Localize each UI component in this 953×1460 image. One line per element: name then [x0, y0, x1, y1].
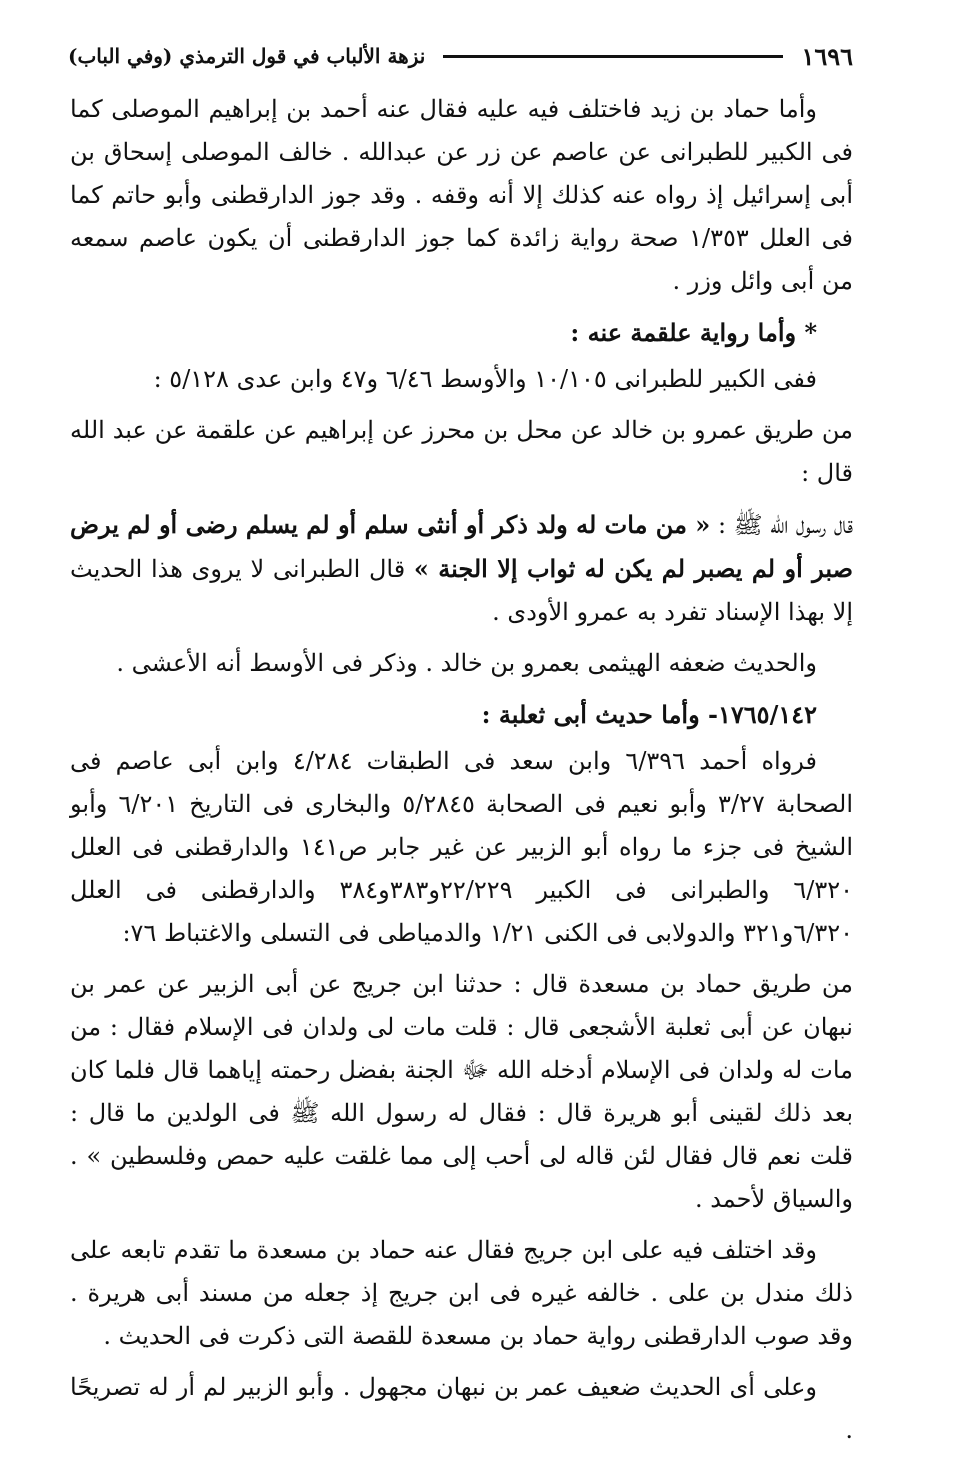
paragraph-takhrij-abi-thalaba: فرواه أحمد ٦/٣٩٦ وابن سعد فى الطبقات ٤/٢٨٤ وابن أبى عاصم فى الصحابة ٣/٢٧ وأبو نعيم فى الصحابة ٥/٢٨٤٥ والبخارى فى التاريخ ٦/٢٠١ وأبو الشيخ فى جزء ما رواه أبو الزبير عن غير جابر ص١٤١ والدارقطنى فى العلل ٦/٣٢٠ والطبرانى فى الكبير ٢٢/٢٢٩و٣٨٣و٣٨٤ والدارقطنى فى العلل ٦/٣٢٠و٣٢١ والدولابى فى الكنى ١/٢١ والدمياطى فى التسلى والاغتباط ٧٦:: [70, 747, 854, 947]
section-heading-abi-thalaba: ١٧٦٥/١٤٢- وأما حديث أبى ثعلبة :: [481, 700, 817, 729]
hadith-commentary: قال الطبرانى لا يروى هذا الحديث إلا بهذا الإسناد تفرد به عمرو الأودى .: [70, 555, 853, 626]
paragraph-isnad-hammad-ibn-masada: من طريق حماد بن مسعدة قال : حدثنا ابن جريج عن أبى الزبير عن عمر بن نبهان عن أبى ثعلبة الأشجعى قال : قلت مات لى ولدان فى الإسلام فقال : من مات له ولدان فى الإسلام أدخله الله ﷻ الجنة بفضل رحمته إياهما قال فلما كان بعد ذلك لقينى أبو هريرة قال : فقال له رسول الله ﷺ فى الولدين ما قال : قلت نعم قال فقال لئن قاله لى أحب إلى مما غلقت عليه حمص وفلسطين » . والسياق لأحمد .: [70, 970, 854, 1213]
running-title: نزهة الألباب في قول الترمذي (وفي الباب): [68, 44, 426, 68]
section-heading-alqama: [70, 311, 853, 354]
body-text: [70, 88, 853, 1460]
paragraph-haythami: والحديث ضعفه الهيثمى بعمرو بن خالد . وذكر فى الأوسط أنه الأعشى .: [116, 649, 817, 677]
page-header: [68, 36, 853, 76]
paragraph-conclusion: وعلى أى الحديث ضعيف عمر بن نبهان مجهول . وأبو الزبير لم أر له تصريحًا .: [70, 1373, 853, 1444]
section-heading-alqama-text: وأما رواية علقمة عنه :: [570, 318, 797, 347]
hadith-intro: قال رسول الله ﷺ :: [710, 511, 853, 539]
page-number: ١٦٩٦: [801, 41, 853, 71]
header-rule: [443, 55, 783, 58]
star-marker: *: [804, 318, 817, 347]
paragraph-ikhtilaf-ibn-jurayj: وقد اختلف فيه على ابن جريج فقال عنه حماد بن مسعدة ما تقدم تابعه على ذلك مندل بن على . خالفه غيره فى ابن جريج إذ جعله من مسند أبى هريرة . وقد صوب الدارقطنى رواية حماد بن مسعدة للقصة التى ذكرت فى الحديث .: [70, 1236, 853, 1350]
paragraph-tabarani-sources: ففى الكبير للطبرانى ١٠/١٠٥ والأوسط ٦/٤٦ و٤٧ وابن عدى ٥/١٢٨ :: [153, 365, 817, 393]
paragraph-isnad-amr: من طريق عمرو بن خالد عن محل بن محرز عن إبراهيم عن علقمة عن عبد الله قال :: [70, 416, 854, 487]
paragraph-hammad-ibn-zayd: وأما حماد بن زيد فاختلف فيه عليه فقال عنه أحمد بن إبراهيم الموصلى كما فى الكبير للطبرانى عن عاصم عن زر عن عبدالله . خالف الموصلى إسحاق بن أبى إسرائيل إذ رواه عنه كذلك إلا أنه وقفه . وقد جوز الدارقطنى وأبو حاتم كما فى العلل ١/٣٥٣ صحة رواية زائدة كما جوز الدارقطنى أن يكون عاصم سمعه من أبى وائل وزر .: [70, 95, 854, 295]
paragraph-hadith-text: [70, 503, 853, 634]
hadith-quote: « من مات له ولد ذكر أو أنثى سلم أو لم يسلم رضى أو لم يرض صبر أو لم يصبر لم يكن له ثواب إلا الجنة »: [70, 510, 853, 583]
